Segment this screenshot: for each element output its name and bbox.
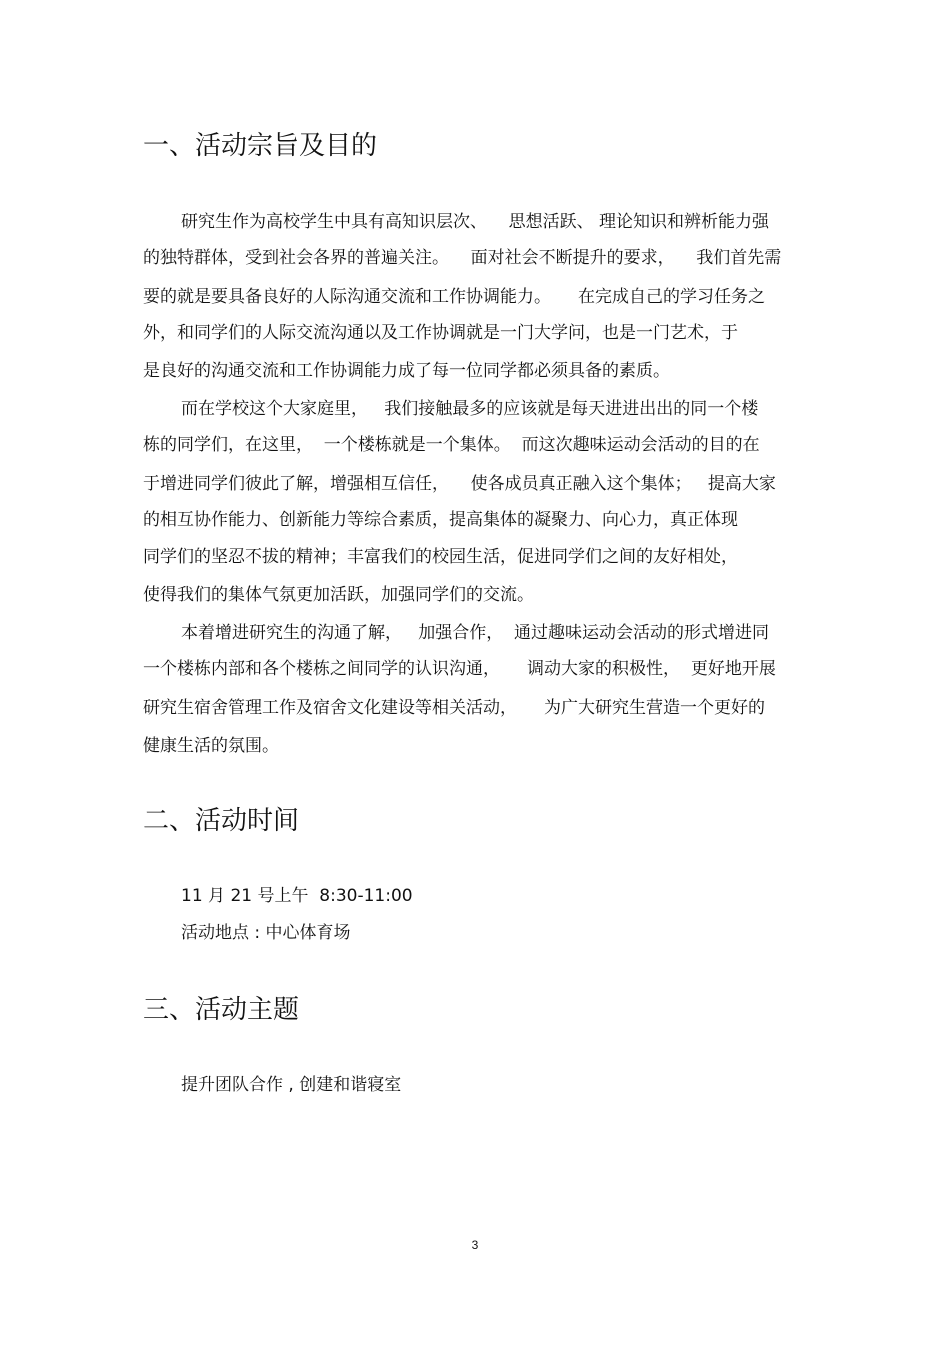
activity-time: 11 月 21 号上午 8:30-11:00 [181,886,413,906]
purpose-line-15: 健康生活的氛围。 [143,736,279,756]
purpose-line-11: 使得我们的集体气氛更加活跃，加强同学们的交流。 [143,585,534,605]
purpose-line-8: 于增进同学们彼此了解，增强相互信任， 使各成员真正融入这个集体； 提高大家 [143,474,776,494]
section-heading-theme: 三、活动主题 [143,995,300,1025]
purpose-line-6: 而在学校这个大家庭里， 我们接触最多的应该就是每天进进出出的同一个楼 [181,399,759,419]
purpose-line-14: 研究生宿舍管理工作及宿舍文化建设等相关活动， 为广大研究生营造一个更好的 [143,698,766,718]
activity-location: 活动地点 : 中心体育场 [181,923,351,943]
page-number: 3 [471,1238,479,1252]
purpose-line-1: 研究生作为高校学生中具有高知识层次、 思想活跃、 理论知识和辨析能力强 [181,212,770,232]
purpose-line-10: 同学们的坚忍不拔的精神；丰富我们的校园生活，促进同学们之间的友好相处， [143,547,738,567]
purpose-line-13: 一个楼栋内部和各个楼栋之间同学的认识沟通， 调动大家的积极性， 更好地开展 [143,659,776,679]
purpose-line-5: 是良好的沟通交流和工作协调能力成了每一位同学都必须具备的素质。 [143,361,670,381]
purpose-line-4: 外，和同学们的人际交流沟通以及工作协调就是一门大学问，也是一门艺术，于 [143,323,738,343]
purpose-line-7: 栋的同学们，在这里， 一个楼栋就是一个集体。 而这次趣味运动会活动的目的在 [143,435,760,455]
purpose-line-3: 要的就是要具备良好的人际沟通交流和工作协调能力。 在完成自己的学习任务之 [143,287,766,307]
section-heading-time: 二、活动时间 [143,806,300,836]
section-heading-purpose: 一、活动宗旨及目的 [143,131,378,161]
activity-theme: 提升团队合作 , 创建和谐寝室 [181,1075,402,1095]
purpose-line-9: 的相互协作能力、创新能力等综合素质，提高集体的凝聚力、向心力，真正体现 [143,510,738,530]
purpose-line-2: 的独特群体，受到社会各界的普遍关注。 面对社会不断提升的要求， 我们首先需 [143,248,782,268]
purpose-line-12: 本着增进研究生的沟通了解， 加强合作， 通过趣味运动会活动的形式增进同 [181,623,770,643]
